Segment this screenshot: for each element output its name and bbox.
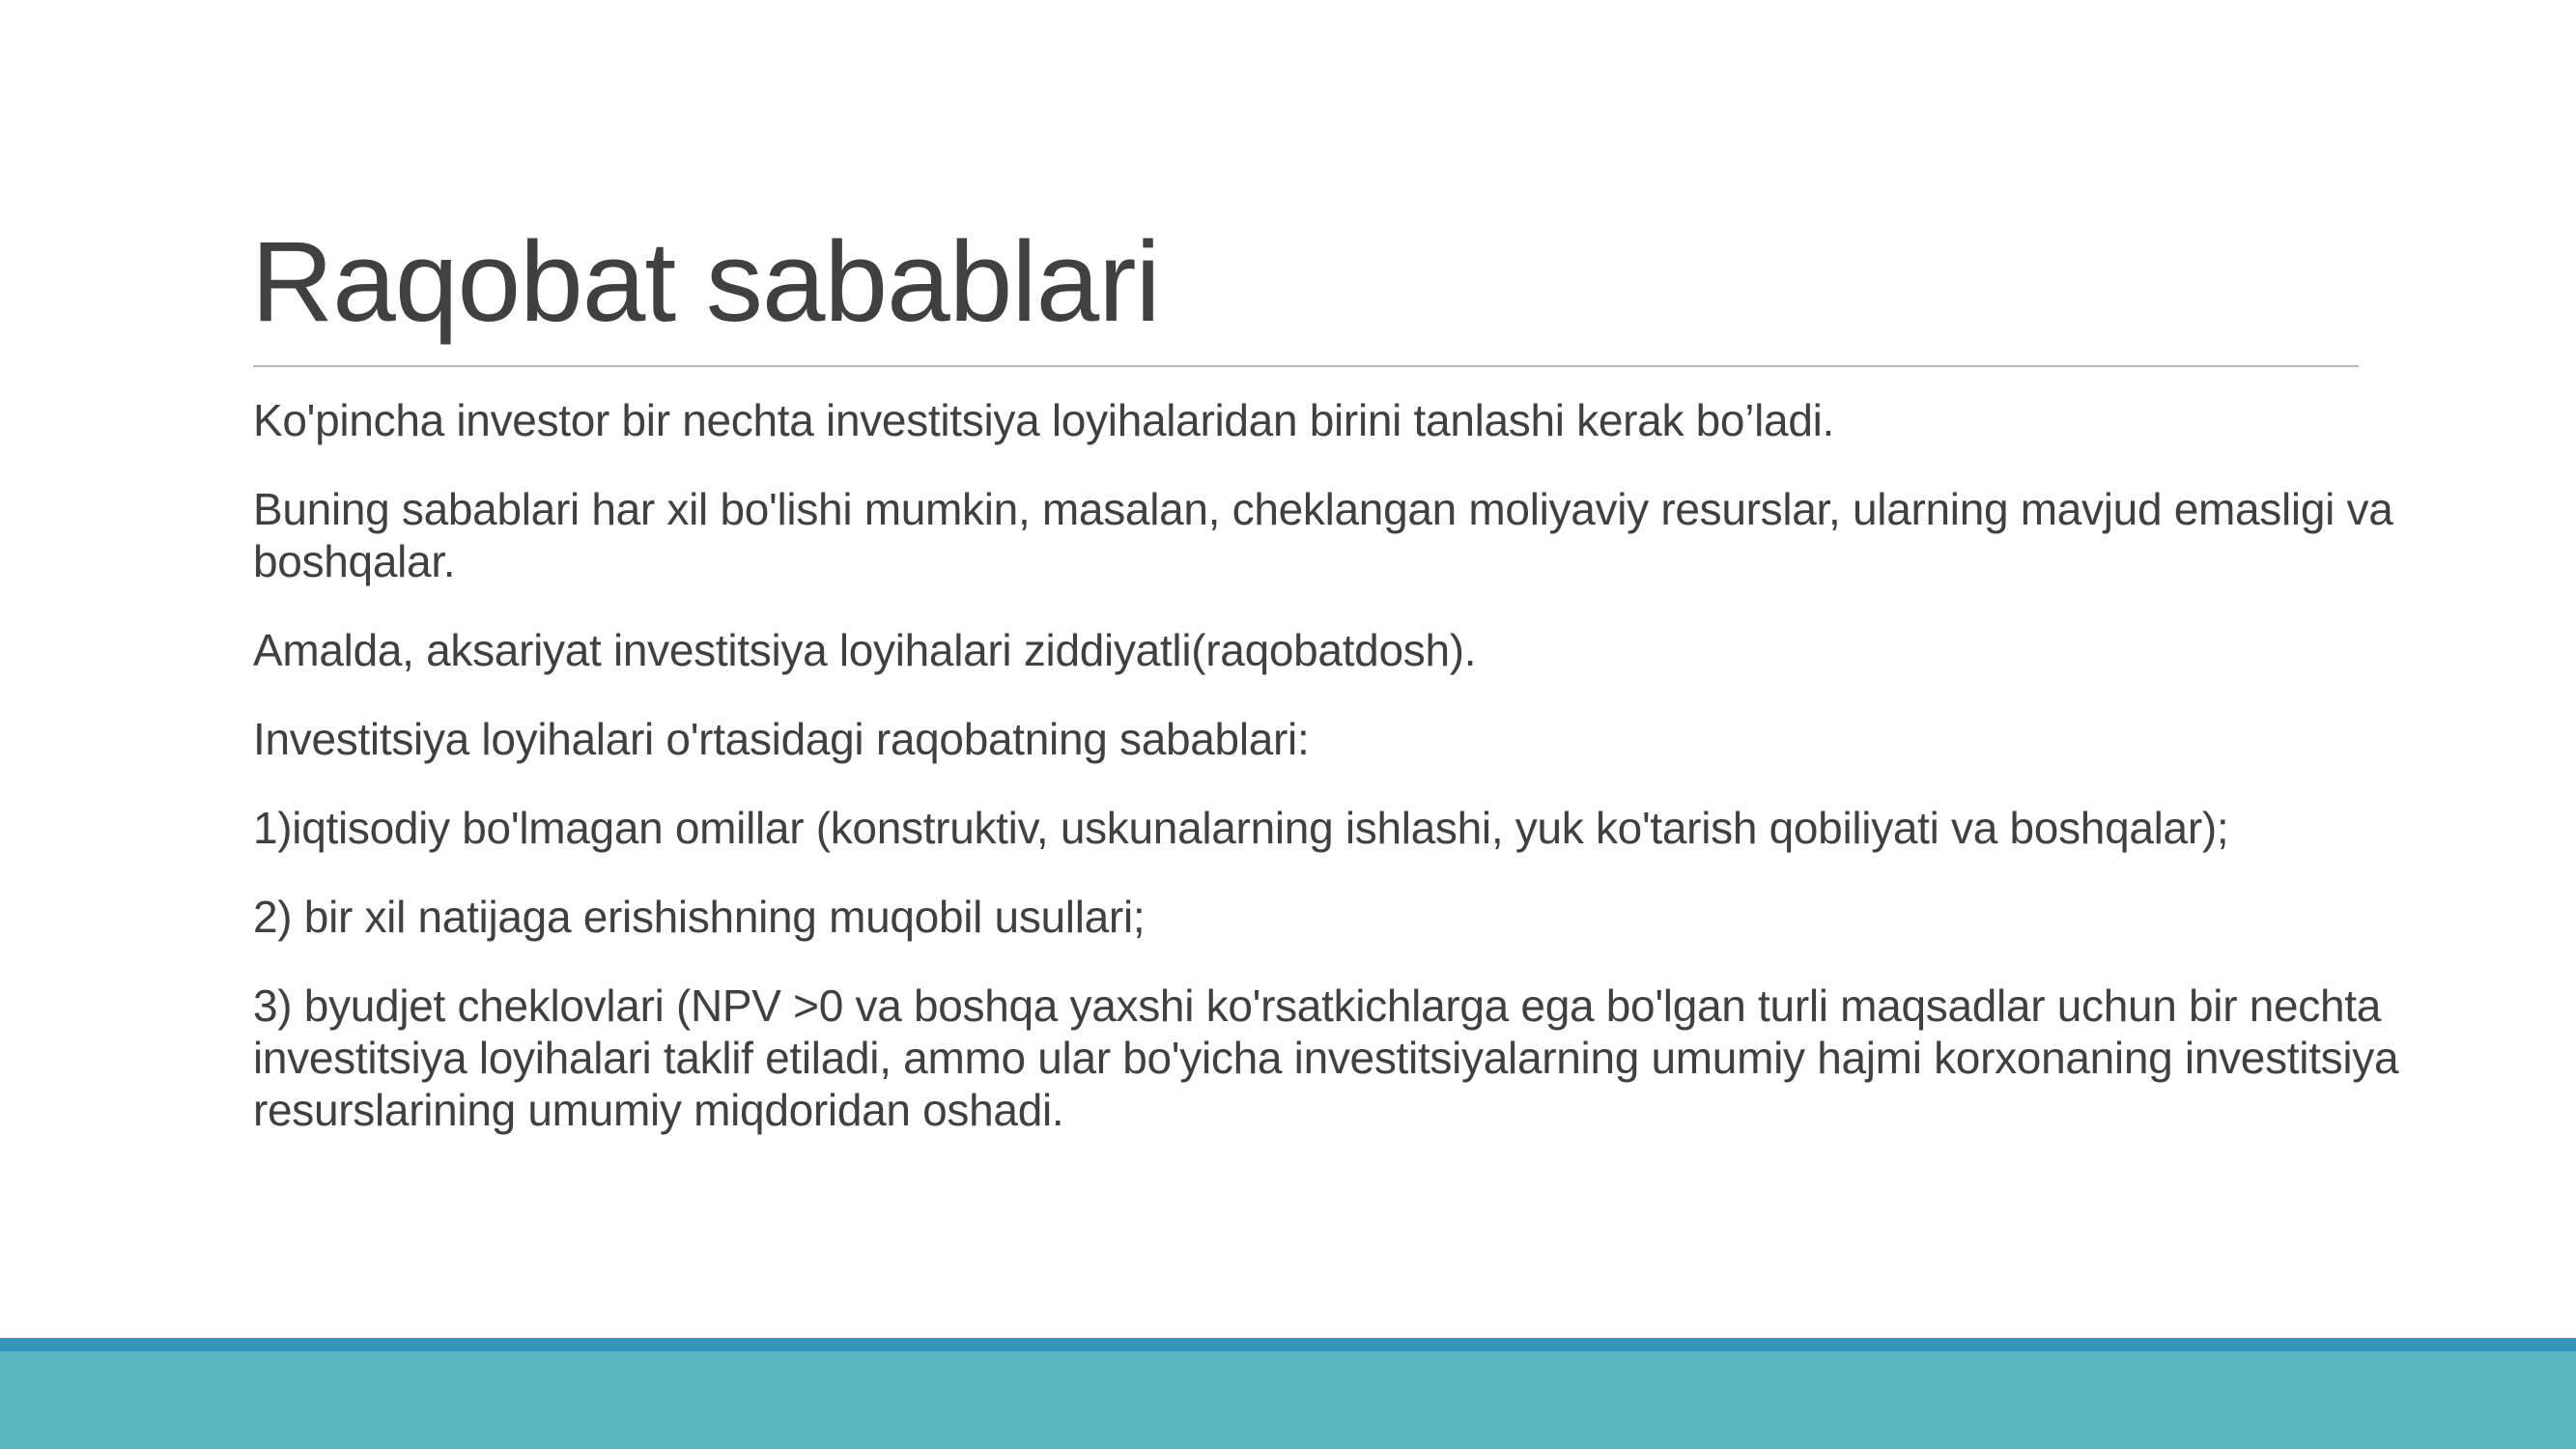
body-paragraph: Ko'pincha investor bir nechta investitsiya loyihalaridan birini tanlashi kerak bo’ladi. [253,395,1835,445]
title-divider [253,365,2359,367]
body-paragraph: Investitsiya loyihalari o'rtasidagi raqobatning sabablari: [253,714,1310,764]
footer-accent-line [0,1338,2576,1351]
body-paragraph: 3) byudjet cheklovlari (NPV >0 va boshqa yaxshi ko'rsatkichlarga ega bo'lgan turli maqsadlar uchun bir nechta investitsiya loyihalari taklif etiladi, ammo ular bo'yicha investitsiyalarning umumiy hajmi korxonaning investitsiya resurslarining umumiy miqdoridan oshadi. [253,980,2399,1135]
slide-title: Raqobat sabablari [251,218,1160,346]
body-paragraph: Buning sabablari har xil bo'lishi mumkin, masalan, cheklangan moliyaviy resurslar, ularning mavjud emasligi va boshqalar. [253,484,2393,586]
slide-body [253,394,2407,1173]
body-paragraph: Amalda, aksariyat investitsiya loyihalari ziddiyatli(raqobatdosh). [253,625,1477,675]
body-paragraph: 1)iqtisodiy bo'lmagan omillar (konstruktiv, uskunalarning ishlashi, yuk ko'tarish qobiliyati va boshqalar); [253,803,2229,853]
footer-band [0,1338,2576,1449]
body-paragraph: 2) bir xil natijaga erishishning muqobil usullari; [253,892,1146,942]
